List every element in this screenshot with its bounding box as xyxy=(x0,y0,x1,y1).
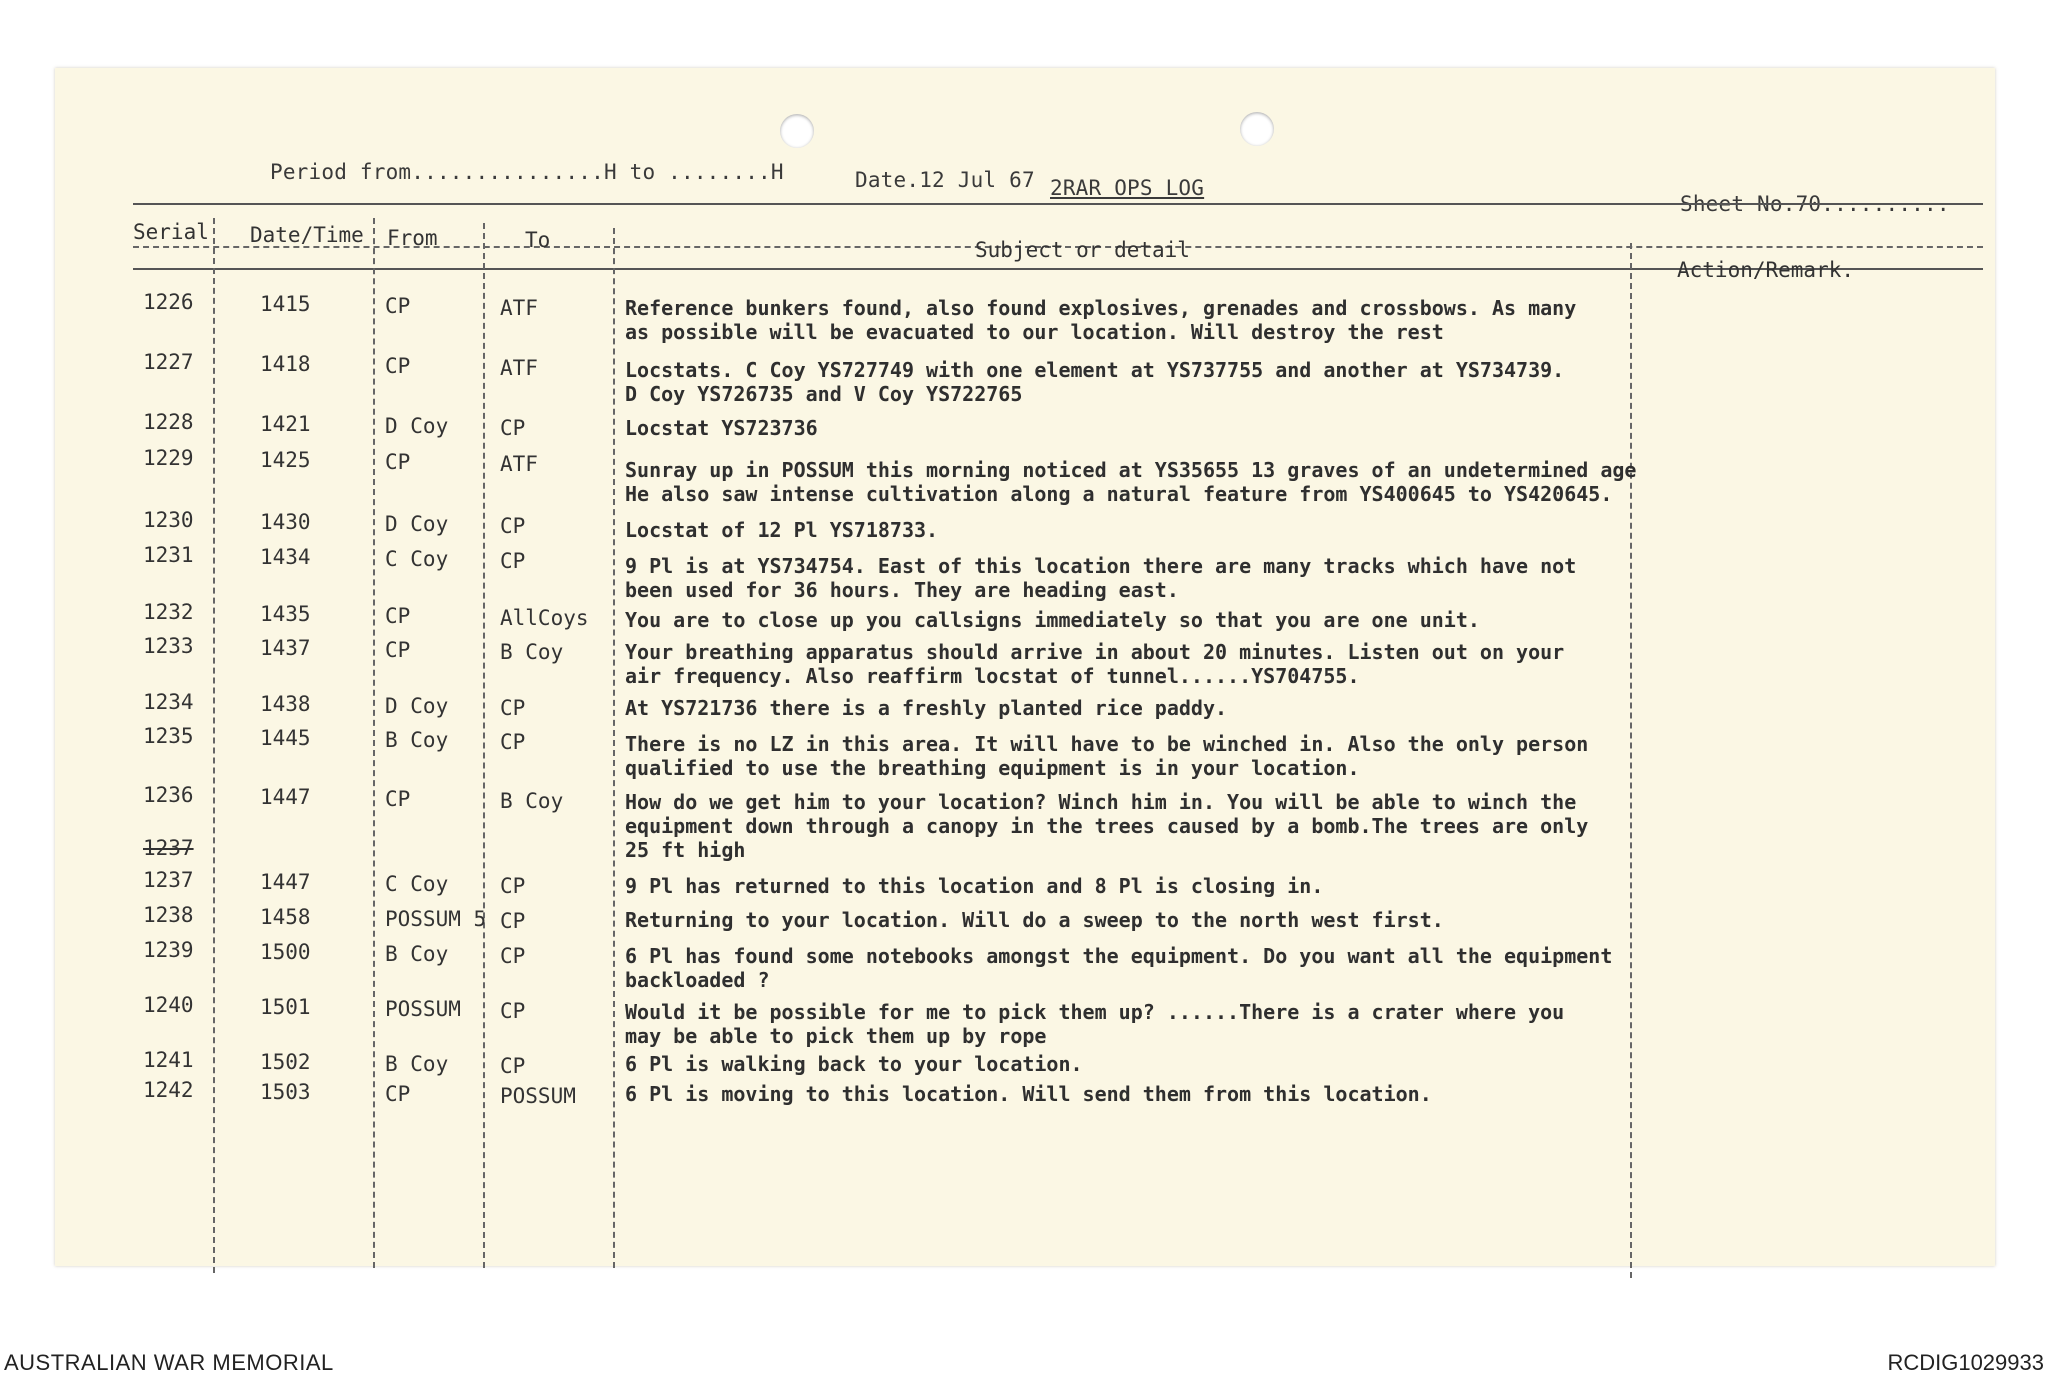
row-time: 1434 xyxy=(260,545,311,569)
sheet-number: Sheet No.70.......... xyxy=(1680,192,1950,216)
row-detail: Locstat of 12 Pl YS718733. xyxy=(625,518,939,542)
log-sheet xyxy=(55,68,1995,1266)
row-serial: 1229 xyxy=(143,446,194,470)
row-detail: Your breathing apparatus should arrive in about 20 minutes. Listen out on your air frequency. Also reaffirm locstat of tunnel......YS704755. xyxy=(625,640,1565,688)
row-detail: Returning to your location. Will do a sweep to the north west first. xyxy=(625,908,1444,932)
row-time: 1503 xyxy=(260,1080,311,1104)
row-time: 1501 xyxy=(260,995,311,1019)
row-from: D Coy xyxy=(385,414,449,438)
punch-hole-left xyxy=(780,114,814,148)
row-time: 1500 xyxy=(260,940,311,964)
row-from: B Coy xyxy=(385,1052,449,1076)
row-from: CP xyxy=(385,450,411,474)
row-detail: 6 Pl is moving to this location. Will send them from this location. xyxy=(625,1082,1432,1106)
row-detail: How do we get him to your location? Winch him in. You will be able to winch the equipment down through a canopy in the trees caused by a bomb.The trees are only 25 ft high xyxy=(625,790,1589,862)
row-serial: 1235 xyxy=(143,724,194,748)
period-from: Period from...............H to ........H xyxy=(270,160,784,184)
row-serial: 1240 xyxy=(143,993,194,1017)
row-detail: 9 Pl has returned to this location and 8 Pl is closing in. xyxy=(625,874,1324,898)
row-to: B Coy xyxy=(500,789,564,813)
row-to: CP xyxy=(500,730,526,754)
row-serial: 1237 xyxy=(143,868,194,892)
row-from: CP xyxy=(385,354,411,378)
col-serial: Serial xyxy=(133,220,209,244)
row-serial: 1236 xyxy=(143,783,194,807)
row-to: CP xyxy=(500,909,526,933)
row-detail: 6 Pl has found some notebooks amongst the equipment. Do you want all the equipment backloaded ? xyxy=(625,944,1613,992)
row-to: CP xyxy=(500,1054,526,1078)
row-from: C Coy xyxy=(385,547,449,571)
col-divider-2 xyxy=(373,218,375,1268)
row-serial: 1230 xyxy=(143,508,194,532)
row-from: CP xyxy=(385,787,411,811)
row-from: POSSUM xyxy=(385,997,461,1021)
header-rule-top xyxy=(133,203,1983,205)
row-time: 1425 xyxy=(260,448,311,472)
row-serial: 1238 xyxy=(143,903,194,927)
row-from: CP xyxy=(385,638,411,662)
row-to: AllCoys xyxy=(500,606,589,630)
row-detail: Locstat YS723736 xyxy=(625,416,818,440)
row-serial: 1227 xyxy=(143,350,194,374)
row-from: D Coy xyxy=(385,694,449,718)
row-time: 1445 xyxy=(260,726,311,750)
row-serial: 1226 xyxy=(143,290,194,314)
row-to: CP xyxy=(500,874,526,898)
row-from: CP xyxy=(385,1082,411,1106)
row-from: CP xyxy=(385,294,411,318)
row-to: CP xyxy=(500,514,526,538)
row-serial: 1241 xyxy=(143,1048,194,1072)
row-to: ATF xyxy=(500,296,538,320)
footer-source: AUSTRALIAN WAR MEMORIAL xyxy=(4,1350,334,1375)
row-from: D Coy xyxy=(385,512,449,536)
row-detail: At YS721736 there is a freshly planted rice paddy. xyxy=(625,696,1228,720)
col-divider-1 xyxy=(213,218,215,1273)
row-to: ATF xyxy=(500,452,538,476)
row-to: POSSUM xyxy=(500,1084,576,1108)
row-detail: You are to close up you callsigns immediately so that you are one unit. xyxy=(625,608,1480,632)
row-serial: 1232 xyxy=(143,600,194,624)
row-serial: 1233 xyxy=(143,634,194,658)
row-time: 1430 xyxy=(260,510,311,534)
row-from: B Coy xyxy=(385,942,449,966)
log-title: 2RAR OPS LOG xyxy=(1050,176,1205,200)
row-detail: Would it be possible for me to pick them up? ......There is a crater where you may be able to pick them up by rope xyxy=(625,1000,1565,1048)
row-time: 1421 xyxy=(260,412,311,436)
row-time: 1502 xyxy=(260,1050,311,1074)
row-time: 1418 xyxy=(260,352,311,376)
row-to: CP xyxy=(500,999,526,1023)
row-to: B Coy xyxy=(500,640,564,664)
row-detail: 6 Pl is walking back to your location. xyxy=(625,1052,1083,1076)
row-serial: 1239 xyxy=(143,938,194,962)
row-detail: Sunray up in POSSUM this morning noticed at YS35655 13 graves of an undetermined age He also saw intense cultivation along a natural feature from YS400645 to YS420645. xyxy=(625,458,1637,506)
col-divider-5 xyxy=(1630,243,1632,1278)
col-subject: Subject or detail xyxy=(975,238,1190,262)
row-time: 1435 xyxy=(260,602,311,626)
row-to: CP xyxy=(500,944,526,968)
punch-hole-right xyxy=(1240,112,1274,146)
log-date: Date.12 Jul 67 xyxy=(855,168,1035,192)
row-from: B Coy xyxy=(385,728,449,752)
row-time: 1437 xyxy=(260,636,311,660)
row-serial: 1228 xyxy=(143,410,194,434)
row-to: CP xyxy=(500,416,526,440)
row-detail: 9 Pl is at YS734754. East of this location there are many tracks which have not been used for 36 hours. They are heading east. xyxy=(625,554,1577,602)
row-from: C Coy xyxy=(385,872,449,896)
row-serial: 1242 xyxy=(143,1078,194,1102)
row-time: 1447 xyxy=(260,870,311,894)
col-from: From xyxy=(387,226,438,250)
row-detail: Reference bunkers found, also found explosives, grenades and crossbows. As many as possible will be evacuated to our location. Will destroy the rest xyxy=(625,296,1577,344)
row-detail: There is no LZ in this area. It will have to be winched in. Also the only person qualified to use the breathing equipment is in your location. xyxy=(625,732,1589,780)
row-serial: 1234 xyxy=(143,690,194,714)
row-to: CP xyxy=(500,549,526,573)
row-time: 1438 xyxy=(260,692,311,716)
row-from: CP xyxy=(385,604,411,628)
row-serial: 1231 xyxy=(143,543,194,567)
row-time: 1458 xyxy=(260,905,311,929)
col-divider-4 xyxy=(613,228,615,1268)
row-to: ATF xyxy=(500,356,538,380)
row-to: CP xyxy=(500,696,526,720)
row-time: 1415 xyxy=(260,292,311,316)
row-time: 1447 xyxy=(260,785,311,809)
col-divider-3 xyxy=(483,223,485,1268)
footer-id: RCDIG1029933 xyxy=(1887,1350,2044,1375)
row-from: POSSUM 5 xyxy=(385,907,487,931)
col-to: To xyxy=(525,228,551,252)
struck-serial: 1237 xyxy=(143,836,194,860)
row-detail: Locstats. C Coy YS727749 with one element at YS737755 and another at YS734739. D Coy YS726735 and V Coy YS722765 xyxy=(625,358,1565,406)
col-datetime: Date/Time xyxy=(250,223,364,247)
col-action: Action/Remark. xyxy=(1677,258,1855,282)
